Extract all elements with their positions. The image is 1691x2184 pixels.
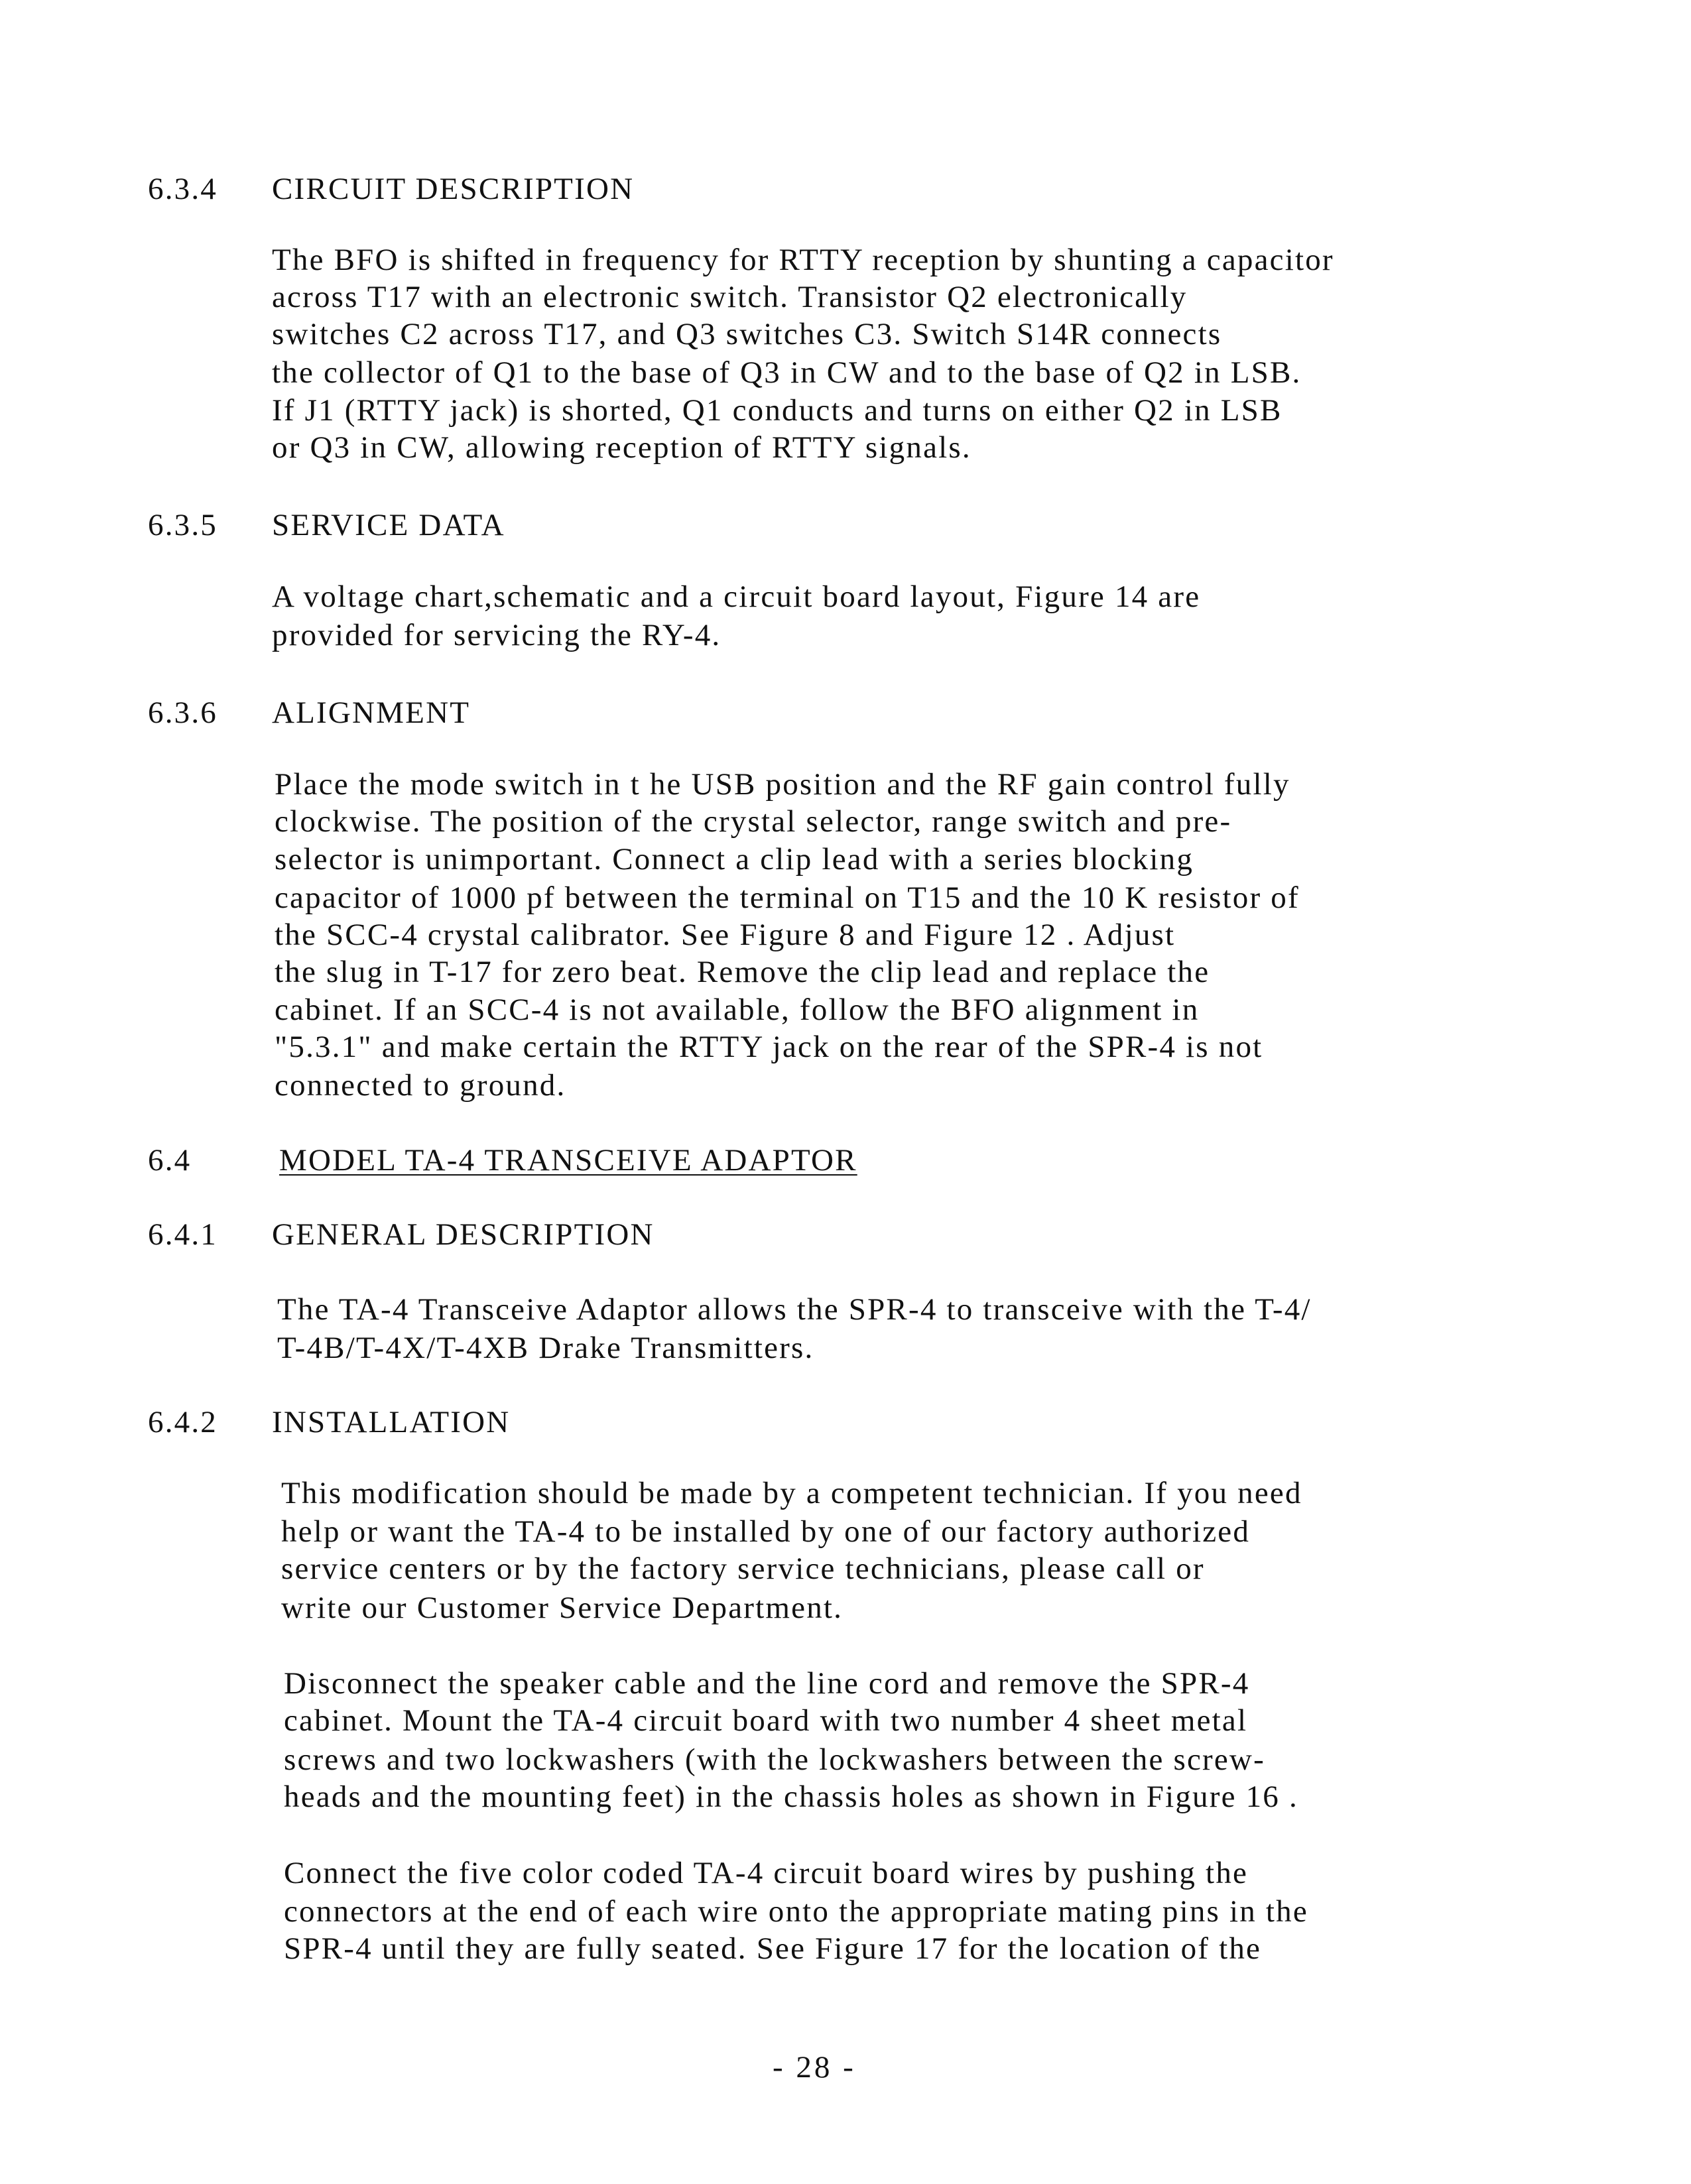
section-number: 6.3.5 (148, 508, 218, 542)
paragraph-line: service centers or by the factory service technicians, please call or (281, 1551, 1205, 1586)
paragraph-line: heads and the mounting feet) in the chassis holes as shown in Figure 16 . (284, 1780, 1298, 1814)
paragraph-line: or Q3 in CW, allowing reception of RTTY signals. (272, 430, 971, 465)
paragraph-line: SPR-4 until they are fully seated. See Figure 17 for the location of the (284, 1931, 1262, 1966)
paragraph-line: the slug in T-17 for zero beat. Remove the clip lead and replace the (275, 955, 1210, 989)
paragraph-line: cabinet. Mount the TA-4 circuit board with two number 4 sheet metal (284, 1703, 1248, 1738)
section-number: 6.3.6 (148, 696, 218, 730)
section-title: GENERAL DESCRIPTION (272, 1217, 655, 1252)
paragraph-line: This modification should be made by a competent technician. If you need (281, 1476, 1302, 1510)
paragraph-line: switches C2 across T17, and Q3 switches C3. Switch S14R connects (272, 317, 1222, 351)
paragraph-line: help or want the TA-4 to be installed by one of our factory authorized (281, 1514, 1251, 1549)
paragraph-line: "5.3.1" and make certain the RTTY jack on the rear of the SPR-4 is not (275, 1030, 1263, 1064)
paragraph-line: screws and two lockwashers (with the lockwashers between the screw- (284, 1742, 1265, 1777)
paragraph-line: capacitor of 1000 pf between the terminal on T15 and the 10 K resistor of (275, 880, 1300, 915)
paragraph-line: The BFO is shifted in frequency for RTTY reception by shunting a capacitor (272, 243, 1334, 277)
section-number: 6.4 (148, 1143, 192, 1178)
section-title: INSTALLATION (272, 1405, 511, 1439)
paragraph-line: across T17 with an electronic switch. Transistor Q2 electronically (272, 280, 1188, 314)
paragraph-line: T-4B/T-4X/T-4XB Drake Transmitters. (277, 1331, 814, 1365)
paragraph-line: connectors at the end of each wire onto the appropriate mating pins in the (284, 1894, 1308, 1929)
section-title: SERVICE DATA (272, 508, 505, 542)
section-title: CIRCUIT DESCRIPTION (272, 172, 635, 206)
paragraph-line: clockwise. The position of the crystal selector, range switch and pre- (275, 804, 1232, 839)
paragraph-line: write our Customer Service Department. (281, 1591, 844, 1625)
paragraph-line: the SCC-4 crystal calibrator. See Figure 8 and Figure 12 . Adjust (275, 918, 1176, 952)
paragraph-line: Connect the five color coded TA-4 circuit board wires by pushing the (284, 1856, 1249, 1890)
paragraph-line: Disconnect the speaker cable and the line cord and remove the SPR-4 (284, 1666, 1250, 1701)
paragraph-line: provided for servicing the RY-4. (272, 618, 721, 652)
section-title: MODEL TA-4 TRANSCEIVE ADAPTOR (279, 1143, 857, 1178)
paragraph-line: connected to ground. (275, 1068, 566, 1103)
paragraph-line: the collector of Q1 to the base of Q3 in CW and to the base of Q2 in LSB. (272, 355, 1302, 390)
paragraph-line: If J1 (RTTY jack) is shorted, Q1 conducts and turns on either Q2 in LSB (272, 393, 1283, 428)
paragraph-line: Place the mode switch in t he USB position and the RF gain control fully (275, 767, 1290, 802)
section-title: ALIGNMENT (272, 696, 471, 730)
paragraph-line: A voltage chart,schematic and a circuit board layout, Figure 14 are (272, 579, 1201, 614)
page-number: - 28 - (773, 2050, 856, 2085)
section-number: 6.3.4 (148, 172, 218, 206)
paragraph-line: selector is unimportant. Connect a clip lead with a series blocking (275, 842, 1194, 877)
section-number: 6.4.2 (148, 1405, 218, 1439)
paragraph-line: The TA-4 Transceive Adaptor allows the SPR-4 to transceive with the T-4/ (277, 1292, 1312, 1327)
section-number: 6.4.1 (148, 1217, 218, 1252)
paragraph-line: cabinet. If an SCC-4 is not available, follow the BFO alignment in (275, 993, 1200, 1027)
